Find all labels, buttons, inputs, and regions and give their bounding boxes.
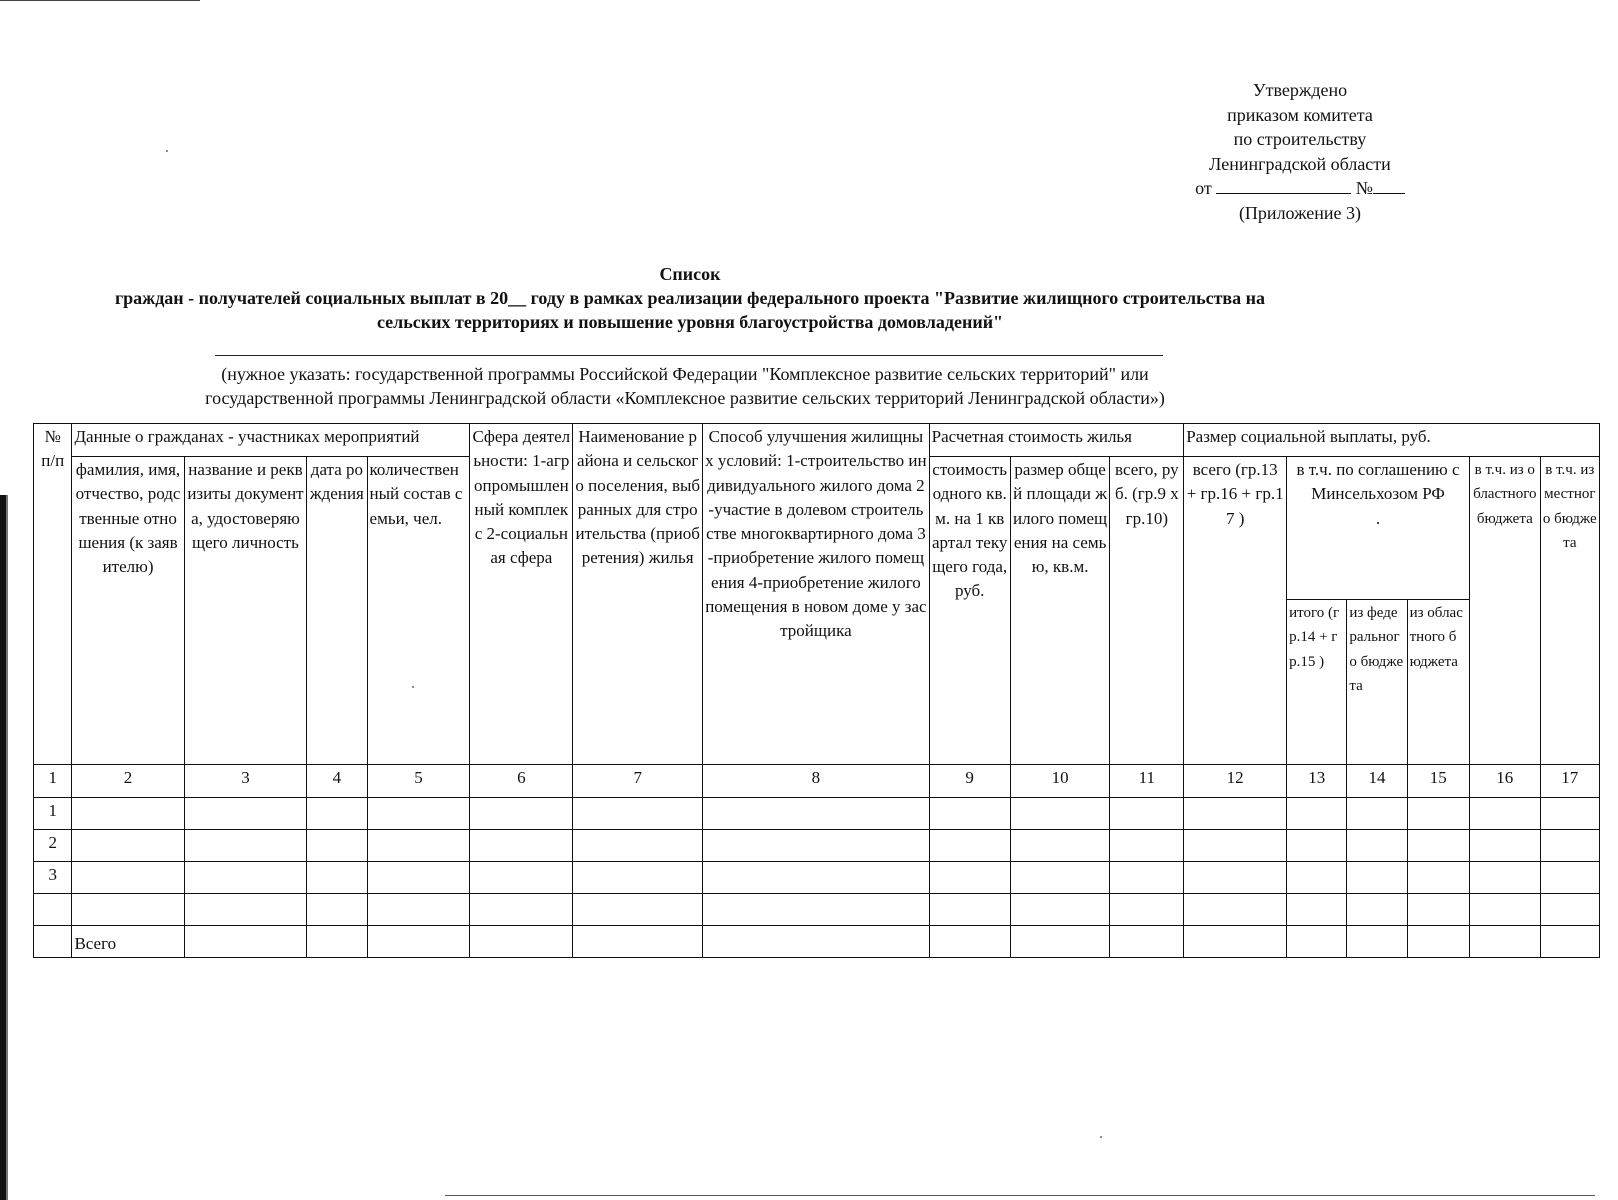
scan-artifact-top <box>0 0 200 1</box>
header-district: Наименование района и сельского поселения, выбранных для строительства (приобретения) жилья <box>573 424 703 765</box>
table-cell <box>1540 862 1599 894</box>
header-sphere: Сфера деятельности: 1-агропромышленный комплекс 2-социальная сфера <box>470 424 573 765</box>
header-living-area: размер общей площади жилого помещения на семью, кв.м. <box>1010 457 1110 765</box>
header-local-budget: в т.ч. из местного бюджета <box>1540 457 1599 765</box>
total-label: Всего <box>72 926 184 958</box>
column-number: 17 <box>1540 765 1599 798</box>
header-agreement-mark: . <box>1375 508 1381 528</box>
table-cell <box>307 798 367 830</box>
header-estimated-cost: Расчетная стоимость жилья <box>929 424 1184 457</box>
table-cell <box>1347 894 1407 926</box>
table-cell <box>1407 894 1469 926</box>
column-number: 8 <box>703 765 930 798</box>
table-cell <box>307 926 367 958</box>
document-title <box>30 262 1350 334</box>
header-total-payment: всего (гр.13 + гр.16 + гр.17 ) <box>1184 457 1287 765</box>
row-number <box>34 926 72 958</box>
header-oblast-budget: из областного бюджета <box>1407 600 1469 765</box>
approval-line: Ленинградской области <box>1209 153 1391 174</box>
table-cell <box>184 926 307 958</box>
table-cell <box>1407 830 1469 862</box>
table-cell <box>1407 798 1469 830</box>
table-cell <box>703 798 930 830</box>
table-cell <box>929 862 1010 894</box>
table-cell <box>1347 830 1407 862</box>
table-row <box>34 894 1600 926</box>
header-improvement-method: Способ улучшения жилищных условий: 1-строительство индивидуального жилого дома 2-участие в долевом строительстве многоквартирного дома 3-приобретение жилого помещения 4-приобретение жилого помещения в новом доме у застройщика <box>703 424 930 765</box>
header-citizens: Данные о гражданах - участниках мероприятий <box>72 424 470 457</box>
table-cell <box>1184 862 1287 894</box>
table-cell <box>72 798 184 830</box>
table-cell <box>573 798 703 830</box>
column-number: 9 <box>929 765 1010 798</box>
table-cell <box>470 894 573 926</box>
column-number: 13 <box>1287 765 1347 798</box>
column-number: 3 <box>184 765 307 798</box>
table-cell <box>573 830 703 862</box>
approval-date-number-line <box>1170 176 1430 201</box>
scan-artifact-bottom <box>445 1195 1595 1196</box>
column-number: 5 <box>367 765 470 798</box>
column-number: 16 <box>1469 765 1540 798</box>
table-cell <box>1184 798 1287 830</box>
header-payment-size: Размер социальной выплаты, руб. <box>1184 424 1600 457</box>
table-cell <box>72 862 184 894</box>
column-number-row <box>34 765 1600 798</box>
table-cell <box>72 830 184 862</box>
table-cell <box>703 862 930 894</box>
row-number: 3 <box>34 862 72 894</box>
total-row <box>34 926 1600 958</box>
table-cell <box>1287 926 1347 958</box>
approval-line: (Приложение 3) <box>1238 202 1362 223</box>
table-cell <box>1287 894 1347 926</box>
table-cell <box>307 894 367 926</box>
row-number: 2 <box>34 830 72 862</box>
table-cell <box>1184 830 1287 862</box>
approval-number-label: № <box>1355 178 1373 198</box>
table-cell <box>1010 830 1110 862</box>
table-cell <box>72 894 184 926</box>
row-number <box>34 894 72 926</box>
table-cell <box>367 862 470 894</box>
header-row-1 <box>34 424 1600 457</box>
table-cell <box>1469 798 1540 830</box>
approval-line: по строительству <box>1233 129 1367 149</box>
table-cell <box>1407 926 1469 958</box>
approval-date-blank <box>1216 177 1351 194</box>
table-cell <box>929 798 1010 830</box>
column-number: 6 <box>470 765 573 798</box>
header-agreement-label: в т.ч. по соглашению с Минсельхозом РФ <box>1296 460 1460 504</box>
table-cell <box>184 798 307 830</box>
table-cell <box>1540 926 1599 958</box>
column-number: 11 <box>1110 765 1184 798</box>
column-number: 7 <box>573 765 703 798</box>
table-row <box>34 830 1600 862</box>
header-fio: фамилия, имя, отчество, родственные отношения (к заявителю) <box>72 457 184 765</box>
table-cell <box>1184 894 1287 926</box>
title-line: граждан - получателей социальных выплат в 20__ году в рамках реализации федерального проекта "Развитие жилищного строительства на <box>114 288 1266 308</box>
table-cell <box>1469 894 1540 926</box>
table-cell <box>929 830 1010 862</box>
title-line: сельских территориях и повышение уровня благоустройства домовладений" <box>376 312 1004 332</box>
header-birth-date: дата рождения <box>307 457 367 765</box>
note-line: (нужное указать: государственной программы Российской Федерации "Комплексное развитие сельских территорий" или <box>221 364 1149 384</box>
table-cell <box>703 926 930 958</box>
column-number: 12 <box>1184 765 1287 798</box>
table-cell <box>1347 926 1407 958</box>
table-cell <box>184 862 307 894</box>
row-number: 1 <box>34 798 72 830</box>
table-cell <box>573 894 703 926</box>
table-cell <box>367 830 470 862</box>
note-line: государственной программы Ленинградской области «Комплексное развитие сельских территорий Ленинградской области») <box>205 388 1165 408</box>
table-cell <box>1287 862 1347 894</box>
column-number: 1 <box>34 765 72 798</box>
table-cell <box>1110 798 1184 830</box>
column-number: 10 <box>1010 765 1110 798</box>
table-cell <box>1184 926 1287 958</box>
fill-in-underline <box>215 355 1163 356</box>
table-cell <box>470 798 573 830</box>
table-cell <box>1287 798 1347 830</box>
table-cell <box>367 798 470 830</box>
table-cell <box>1010 894 1110 926</box>
approval-number-blank <box>1373 177 1405 194</box>
table-cell <box>1347 862 1407 894</box>
table-row <box>34 862 1600 894</box>
table-cell <box>929 894 1010 926</box>
header-id-document: название и реквизиты документа, удостоверяющего личность <box>184 457 307 765</box>
header-number: № п/п <box>34 424 72 765</box>
scan-speck <box>166 150 168 152</box>
table-cell <box>1407 862 1469 894</box>
table-cell <box>470 830 573 862</box>
table-cell <box>1010 862 1110 894</box>
header-total-cost: всего, руб. (гр.9 х гр.10) <box>1110 457 1184 765</box>
table-cell <box>1469 830 1540 862</box>
table-cell <box>307 830 367 862</box>
recipients-table <box>33 423 1600 958</box>
table-cell <box>1110 830 1184 862</box>
header-agreement <box>1287 457 1470 600</box>
column-number: 4 <box>307 765 367 798</box>
table-cell <box>307 862 367 894</box>
table-cell <box>573 926 703 958</box>
approval-stamp-block <box>1170 78 1430 225</box>
header-family-size: количественный состав семьи, чел. <box>367 457 470 765</box>
table-cell <box>1540 894 1599 926</box>
table-cell <box>184 830 307 862</box>
table-row <box>34 798 1600 830</box>
table-cell <box>1110 862 1184 894</box>
table-cell <box>1010 926 1110 958</box>
table-cell <box>703 894 930 926</box>
approval-line: приказом комитета <box>1227 104 1373 125</box>
column-number: 14 <box>1347 765 1407 798</box>
scan-artifact-left-edge-shadow <box>6 495 8 1200</box>
header-regional-budget: в т.ч. из областного бюджета <box>1469 457 1540 765</box>
table-cell <box>367 926 470 958</box>
table-cell <box>1287 830 1347 862</box>
approval-from-label: от <box>1195 178 1212 198</box>
table-cell <box>1469 862 1540 894</box>
table-cell <box>1010 798 1110 830</box>
program-note <box>150 362 1220 410</box>
column-number: 15 <box>1407 765 1469 798</box>
table-cell <box>1110 926 1184 958</box>
header-cost-per-sqm: стоимость одного кв.м. на 1 квартал текущего года, руб. <box>929 457 1010 765</box>
approval-line: Утверждено <box>1252 80 1348 100</box>
column-number: 2 <box>72 765 184 798</box>
table-cell <box>1110 894 1184 926</box>
title-line: Список <box>659 264 721 284</box>
table-cell <box>1540 830 1599 862</box>
table-cell <box>1347 798 1407 830</box>
table-cell <box>470 926 573 958</box>
table-cell <box>929 926 1010 958</box>
header-federal-budget: из федерального бюджета <box>1347 600 1407 765</box>
table-cell <box>703 830 930 862</box>
table-cell <box>1540 798 1599 830</box>
header-subtotal: итого (гр.14 + гр.15 ) <box>1287 600 1347 765</box>
table-cell <box>184 894 307 926</box>
table-cell <box>573 862 703 894</box>
table-cell <box>470 862 573 894</box>
table-cell <box>367 894 470 926</box>
table-cell <box>1469 926 1540 958</box>
scan-speck <box>1100 1136 1102 1138</box>
